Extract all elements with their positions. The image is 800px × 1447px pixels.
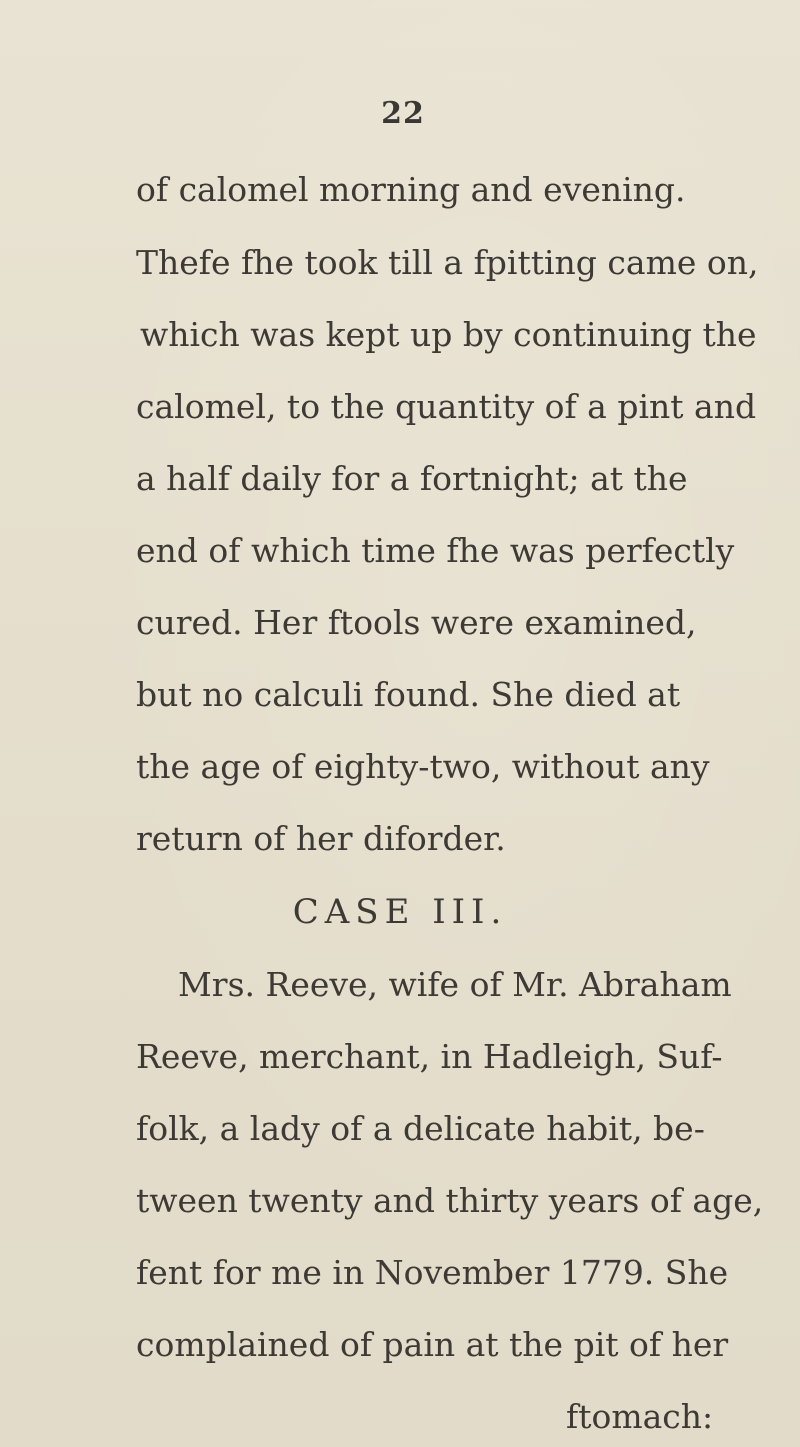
catchword: ftomach: (566, 1397, 714, 1436)
text-line-1: of calomel morning and evening. (136, 170, 686, 209)
text-line-7: cured. Her ftools were examined, (136, 603, 697, 642)
case-heading: CASE III. (292, 892, 508, 932)
text-line-4: calomel, to the quantity of a pint and (136, 387, 757, 426)
text-line-14: tween twenty and thirty years of age, (136, 1181, 764, 1220)
text-line-13: folk, a lady of a delicate habit, be- (136, 1109, 705, 1148)
text-line-11: Mrs. Reeve, wife of Mr. Abraham (178, 965, 732, 1004)
text-line-3: which was kept up by continuing the (140, 315, 757, 354)
text-line-15: fent for me in November 1779. She (136, 1253, 729, 1292)
text-line-9: the age of eighty-two, without any (136, 747, 710, 786)
text-line-12: Reeve, merchant, in Hadleigh, Suf- (136, 1037, 723, 1076)
text-line-10: return of her diforder. (136, 819, 506, 858)
text-line-2: Thefe fhe took till a fpitting came on, (136, 243, 759, 282)
text-line-16: complained of pain at the pit of her (136, 1325, 729, 1364)
page-number: 22 (381, 96, 425, 131)
text-line-6: end of which time fhe was perfectly (136, 531, 735, 570)
text-line-5: a half daily for a fortnight; at the (136, 459, 688, 498)
text-line-8: but no calculi found. She died at (136, 675, 681, 714)
